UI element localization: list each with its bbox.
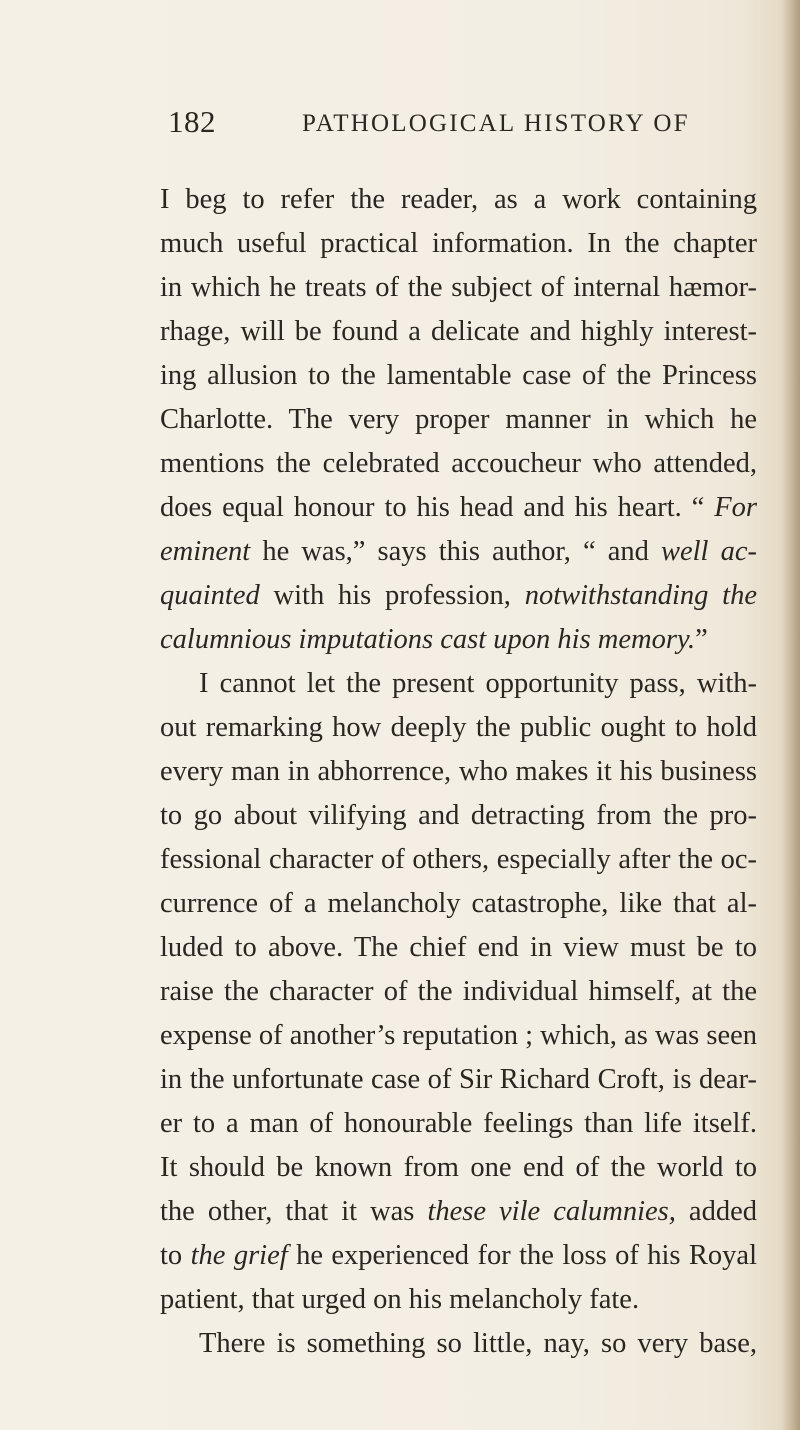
text-segment: with his profession, [259, 580, 525, 611]
text-segment: I cannot let the present opportunity pass, with- [199, 668, 757, 699]
text-line [160, 882, 757, 926]
text-line [160, 354, 757, 398]
text-line [160, 926, 757, 970]
text-line [160, 178, 757, 222]
italic-text: eminent [160, 536, 251, 567]
text-segment: raise the character of the individual himself, at the [160, 976, 757, 1007]
text-segment: There is something so little, nay, so very base, [199, 1328, 757, 1359]
page-number: 182 [168, 104, 216, 139]
text-line [160, 574, 757, 618]
text-line [160, 706, 757, 750]
italic-text: calumnious imputations cast upon his memory. [160, 624, 696, 655]
text-segment: to [160, 1240, 191, 1271]
text-line [160, 970, 757, 1014]
text-segment: added [675, 1196, 757, 1227]
text-segment: fessional character of others, especially after the oc- [160, 844, 757, 875]
text-line [160, 794, 757, 838]
text-line [160, 1146, 757, 1190]
text-segment: much useful practical information. In the chapter [160, 228, 757, 259]
running-head: PATHOLOGICAL HISTORY OF [302, 110, 690, 137]
text-segment: It should be known from one end of the world to [160, 1152, 757, 1183]
text-segment: to go about vilifying and detracting from the pro- [160, 800, 757, 831]
text-line [160, 750, 757, 794]
text-line [160, 1234, 757, 1278]
text-line [160, 398, 757, 442]
text-segment: the other, that it was [160, 1196, 428, 1227]
text-segment: mentions the celebrated accoucheur who attended, [160, 448, 757, 479]
italic-text: quainted [160, 580, 260, 611]
text-line [160, 442, 757, 486]
text-segment: he experienced for the loss of his Royal [287, 1240, 757, 1271]
page-header [168, 104, 768, 152]
text-line [160, 1102, 757, 1146]
text-segment: ” [695, 624, 708, 655]
text-segment: ing allusion to the lamentable case of the Princess [160, 360, 757, 391]
text-segment: every man in abhorrence, who makes it his business [160, 756, 757, 787]
text-segment: I beg to refer the reader, as a work containing [160, 184, 757, 215]
italic-text: notwithstanding the [524, 580, 757, 611]
text-line [160, 1278, 757, 1322]
text-line [160, 1014, 757, 1058]
text-line [160, 1322, 757, 1366]
text-segment: expense of another’s reputation ; which, as was seen [160, 1020, 757, 1051]
text-line [160, 266, 757, 310]
text-line [160, 530, 757, 574]
text-line [160, 486, 757, 530]
text-segment: in the unfortunate case of Sir Richard Croft, is dear- [160, 1064, 757, 1095]
text-segment: rhage, will be found a delicate and highly interest- [160, 316, 757, 347]
text-segment: he was,” says this author, “ and [250, 536, 661, 567]
italic-text: the grief [190, 1240, 288, 1271]
text-segment: in which he treats of the subject of internal hæmor- [160, 272, 757, 303]
text-line [160, 310, 757, 354]
italic-text: For [714, 492, 757, 523]
text-line [160, 1058, 757, 1102]
text-line [160, 618, 757, 662]
text-line [160, 222, 757, 266]
text-segment: patient, that urged on his melancholy fate. [160, 1284, 640, 1315]
body-text [160, 178, 757, 1366]
text-segment: luded to above. The chief end in view must be to [160, 932, 757, 963]
text-segment: currence of a melancholy catastrophe, like that al- [160, 888, 757, 919]
text-line [160, 662, 757, 706]
text-segment: Charlotte. The very proper manner in which he [160, 404, 757, 435]
page-gutter-shadow [782, 0, 800, 1430]
italic-text: well ac- [660, 536, 757, 567]
italic-text: these vile calumnies, [427, 1196, 676, 1227]
text-line [160, 838, 757, 882]
text-line [160, 1190, 757, 1234]
text-segment: does equal honour to his head and his heart. “ [160, 492, 715, 523]
text-segment: er to a man of honourable feelings than life itself. [160, 1108, 757, 1139]
text-segment: out remarking how deeply the public ought to hold [160, 712, 757, 743]
